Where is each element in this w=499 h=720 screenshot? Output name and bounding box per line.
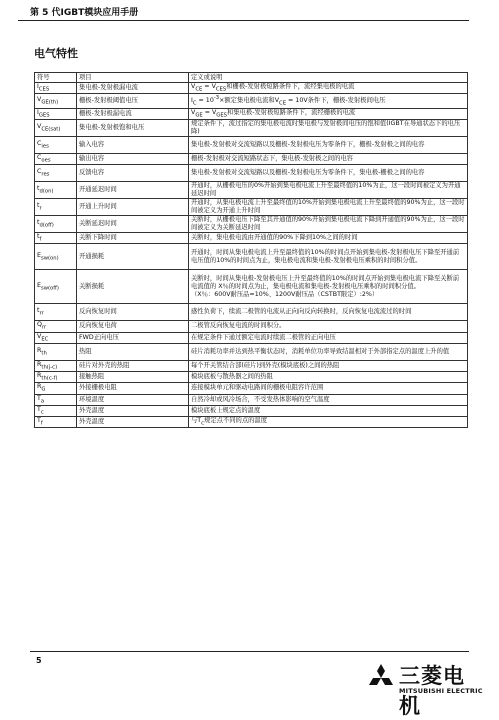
header-rule <box>18 20 469 21</box>
table-row <box>35 321 468 332</box>
cell-item: 开通延迟时间 <box>77 182 189 199</box>
cell-symbol: $V_{CE(sat)}$ <box>35 119 77 136</box>
cell-item: 栅极-发射极漏电流 <box>77 108 189 119</box>
cell-item: 外壳温度 <box>77 417 189 428</box>
table-row <box>35 383 468 394</box>
table-row <box>35 270 468 304</box>
table-row <box>35 199 468 216</box>
table-row <box>35 244 468 270</box>
cell-definition: 模块底板与散热器之间的热阻 <box>189 372 468 383</box>
table-header-row <box>35 73 468 83</box>
cell-definition: 感性负荷下，续流二极管的电流从正向向反向转换时，反向恢复电流流过的时间 <box>189 304 468 321</box>
electrical-characteristics-table <box>34 72 468 428</box>
cell-item: 反向恢复电荷 <box>77 321 189 332</box>
cell-definition: 开通时，时间从集电极电流上升至最终值的10%的时间点开始到集电极-发射极电压下降至开通前电压值的10%的时间点为止，集电极电流和集电极-发射极电压乘积的时间积分值。 <box>189 244 468 270</box>
table-row <box>35 417 468 428</box>
cell-symbol: $T_c$ <box>35 405 77 416</box>
cell-item: 反向恢复时间 <box>77 304 189 321</box>
cell-symbol: $t_f$ <box>35 233 77 244</box>
table-row <box>35 216 468 233</box>
cell-symbol: $E_{sw(off)}$ <box>35 270 77 304</box>
cell-item: 外接栅极电阻 <box>77 383 189 394</box>
cell-definition: 自然冷却或风冷场合，不受发热体影响的空气温度 <box>189 394 468 405</box>
mitsubishi-logo <box>366 660 486 718</box>
cell-symbol: $I_{CES}$ <box>35 83 77 94</box>
logo-chinese-text: 三菱电机 <box>399 664 465 718</box>
cell-definition: 与$T_c$规定点不同的点的温度 <box>189 417 468 428</box>
cell-definition: $V_{CE} = V_{CES}$和栅极-发射极短路条件下，流经集电极的电流 <box>189 83 468 94</box>
cell-item: 热阻 <box>77 343 189 360</box>
table-row <box>35 405 468 416</box>
table-body <box>35 83 468 428</box>
section-title: 电气特性 <box>34 47 78 60</box>
cell-symbol: $t_{rr}$ <box>35 304 77 321</box>
cell-symbol: $C_{oes}$ <box>35 153 77 164</box>
cell-symbol: $C_{res}$ <box>35 165 77 182</box>
cell-symbol: $Q_{rr}$ <box>35 321 77 332</box>
table-row <box>35 182 468 199</box>
cell-definition: 每个开关管结合部(硅片)到外壳(模块底板)之间的热阻 <box>189 360 468 371</box>
cell-definition: 硅片消耗功率并达到热平衡状态时，消耗单位功率导致结温相对于外部指定点的温度上升的值 <box>189 343 468 360</box>
cell-definition: 栅极-发射极对交流短路状态下，集电极-发射极之间的电容 <box>189 153 468 164</box>
cell-item: 关断延迟时间 <box>77 216 189 233</box>
table-row <box>35 83 468 94</box>
table-row <box>35 165 468 182</box>
cell-item: 输出电容 <box>77 153 189 164</box>
cell-item: 集电极-发射极饱和电压 <box>77 119 189 136</box>
header-symbol: 符号 <box>35 73 77 83</box>
cell-definition: 集电极-发射极对交流短路以及栅极-发射极电压为零条件下，栅极-发射极之间的电容 <box>189 136 468 153</box>
header-definition: 定义或说明 <box>189 73 468 83</box>
cell-definition: 模块底板上规定点的温度 <box>189 405 468 416</box>
cell-item: FWD正向电压 <box>77 332 189 343</box>
cell-item: 开通上升时间 <box>77 199 189 216</box>
table-row <box>35 136 468 153</box>
cell-definition: 连接模块单元和驱动电路间的栅极电阻容许范围 <box>189 383 468 394</box>
cell-definition: 开通时，从集电极电流上升至最终值的10%开始到集电极电流上升至最终值的90%为止，这一段时间被定义为开通上升时间 <box>189 199 468 216</box>
header-title: 第 5 代IGBT模块应用手册 <box>30 8 139 18</box>
cell-symbol: $T_f$ <box>35 417 77 428</box>
header-item: 项目 <box>77 73 189 83</box>
logo-english-text: MITSUBISHI ELECTRIC <box>399 687 483 695</box>
cell-item: 开通损耗 <box>77 244 189 270</box>
cell-item: 硅片对外壳的热阻 <box>77 360 189 371</box>
cell-item: 栅极-发射极阈值电压 <box>77 94 189 108</box>
cell-definition: $I_C = 10^{-3}\times$额定集电极电流和$V_{CE} = 10V$条件下，栅极-发射极间电压 <box>189 94 468 108</box>
table-row <box>35 343 468 360</box>
cell-symbol: $T_a$ <box>35 394 77 405</box>
table-row <box>35 394 468 405</box>
table-row <box>35 94 468 108</box>
cell-definition: 集电极-发射极对交流短路以及栅极-发射极电压为零条件下，集电极-栅极之间的电容 <box>189 165 468 182</box>
table-row <box>35 153 468 164</box>
table-row <box>35 108 468 119</box>
cell-symbol: $I_{GES}$ <box>35 108 77 119</box>
cell-symbol: $t_r$ <box>35 199 77 216</box>
three-diamonds-icon <box>366 664 396 692</box>
cell-symbol: $t_{d(on)}$ <box>35 182 77 199</box>
cell-item: 外壳温度 <box>77 405 189 416</box>
footer-rule <box>30 651 469 652</box>
cell-item: 反馈电容 <box>77 165 189 182</box>
cell-definition: 二极管反向恢复电流的时间积分。 <box>189 321 468 332</box>
cell-item: 输入电容 <box>77 136 189 153</box>
cell-symbol: $R_{th(j-c)}$ <box>35 360 77 371</box>
cell-definition: 关断时，从栅极电压下降至其开通值的90%开始到集电极电流下降到开通值的90%为止，这一段时间被定义为关断延迟时间 <box>189 216 468 233</box>
cell-definition: 开通时，从栅极电压的0%开始到集电极电流上升至最终值的10%为止，这一段时间被定义为开通延迟时间 <box>189 182 468 199</box>
cell-definition: 关断时，时间从集电极-发射极电压上升至最终值的10%的时间点开始到集电极电流下降至关断前电流值的 X％的时间点为止，集电极电流和集电极-发射极电压乘积的时间积分值。 （X％：600V耐压品=10%、1200V耐压品（CSTBT限定）:2%） <box>189 270 468 304</box>
cell-symbol: $t_{d(off)}$ <box>35 216 77 233</box>
cell-item: 环境温度 <box>77 394 189 405</box>
cell-item: 关断下降时间 <box>77 233 189 244</box>
cell-definition: 规定条件下，流过指定的集电极电流时集电极与发射极间电压的饱和值(IGBT在导通状态下的电压降) <box>189 119 468 136</box>
cell-item: 接触热阻 <box>77 372 189 383</box>
cell-definition: $V_{GE} = V_{GES}$和集电极-发射极短路条件下，流经栅极的电流 <box>189 108 468 119</box>
cell-symbol: $V_{GE(th)}$ <box>35 94 77 108</box>
cell-symbol: $R_{th(c-f)}$ <box>35 372 77 383</box>
cell-definition: 在规定条件下通过额定电流时续流二极管的正向电压 <box>189 332 468 343</box>
cell-symbol: $R_G$ <box>35 383 77 394</box>
table-row <box>35 332 468 343</box>
cell-symbol: $E_{sw(on)}$ <box>35 244 77 270</box>
page-number: 5 <box>36 656 42 665</box>
cell-symbol: $C_{ies}$ <box>35 136 77 153</box>
table-row <box>35 304 468 321</box>
table-row <box>35 360 468 371</box>
table-row <box>35 372 468 383</box>
table-row <box>35 119 468 136</box>
table-row <box>35 233 468 244</box>
cell-item: 集电极-发射极漏电流 <box>77 83 189 94</box>
cell-definition: 关断时，集电极电流由开通值的90%下降到10%之间的时间 <box>189 233 468 244</box>
cell-item: 关断损耗 <box>77 270 189 304</box>
cell-symbol: $R_{th}$ <box>35 343 77 360</box>
cell-symbol: $V_{EC}$ <box>35 332 77 343</box>
